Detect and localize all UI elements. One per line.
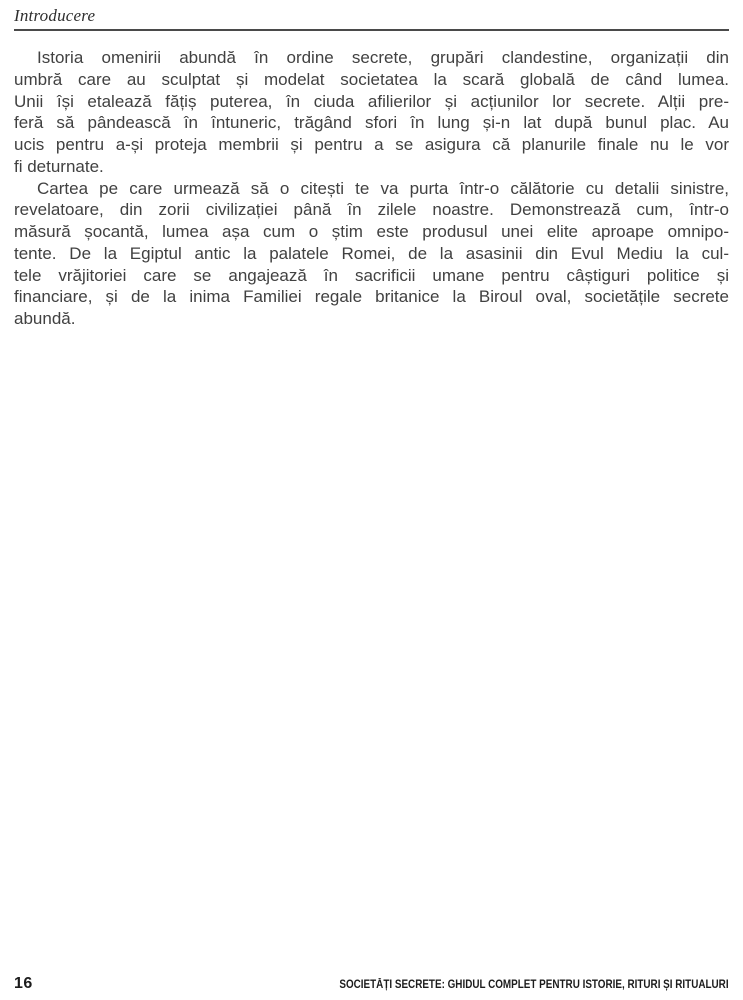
body-text bbox=[14, 47, 729, 330]
text-line: Cartea pe care urmează să o citești te va purta într-o călătorie cu detalii sinistre, bbox=[37, 178, 729, 198]
text-line: fi deturnate. bbox=[14, 156, 104, 176]
page-footer bbox=[14, 975, 729, 993]
text-line: umbră care au sculptat și modelat societatea la scară globală de când lumea. bbox=[14, 69, 729, 89]
running-title: SOCIETĂȚI SECRETE: GHIDUL COMPLET PENTRU ISTORIE, RITURI ȘI RITUALURI bbox=[339, 979, 729, 991]
text-line: Unii își etalează fățiș puterea, în ciuda afilierilor și acțiunilor lor secrete. Alții pre- bbox=[14, 91, 729, 111]
paragraph bbox=[14, 47, 729, 178]
text-line: feră să pândească în întuneric, trăgând sfori în lung și-n lat după bunul plac. Au bbox=[14, 113, 729, 133]
text-line: Istoria omenirii abundă în ordine secrete, grupări clandestine, organizații din bbox=[37, 48, 729, 67]
text-line: tente. De la Egiptul antic la palatele Romei, de la asasinii din Evul Mediu la cul- bbox=[14, 243, 729, 263]
chapter-header: Introducere bbox=[14, 6, 96, 25]
header-rule bbox=[14, 29, 729, 31]
text-line: tele vrăjitoriei care se angajează în sacrificii umane pentru câștiguri politice și bbox=[14, 265, 729, 285]
text-line: măsură șocantă, lumea așa cum o știm este produsul unei elite aproape omnipo- bbox=[14, 222, 729, 241]
page-number: 16 bbox=[14, 975, 33, 992]
text-line: revelatoare, din zorii civilizației până în zilele noastre. Demonstrează cum, într-o bbox=[14, 200, 729, 220]
page-content bbox=[14, 0, 729, 330]
paragraph bbox=[14, 178, 729, 330]
text-line: financiare, și de la inima Familiei regale britanice la Biroul oval, societățile secrete bbox=[14, 287, 729, 307]
text-line: abundă. bbox=[14, 309, 76, 328]
text-line: ucis pentru a-și proteja membrii și pentru a se asigura că planurile finale nu le vor bbox=[14, 135, 729, 154]
